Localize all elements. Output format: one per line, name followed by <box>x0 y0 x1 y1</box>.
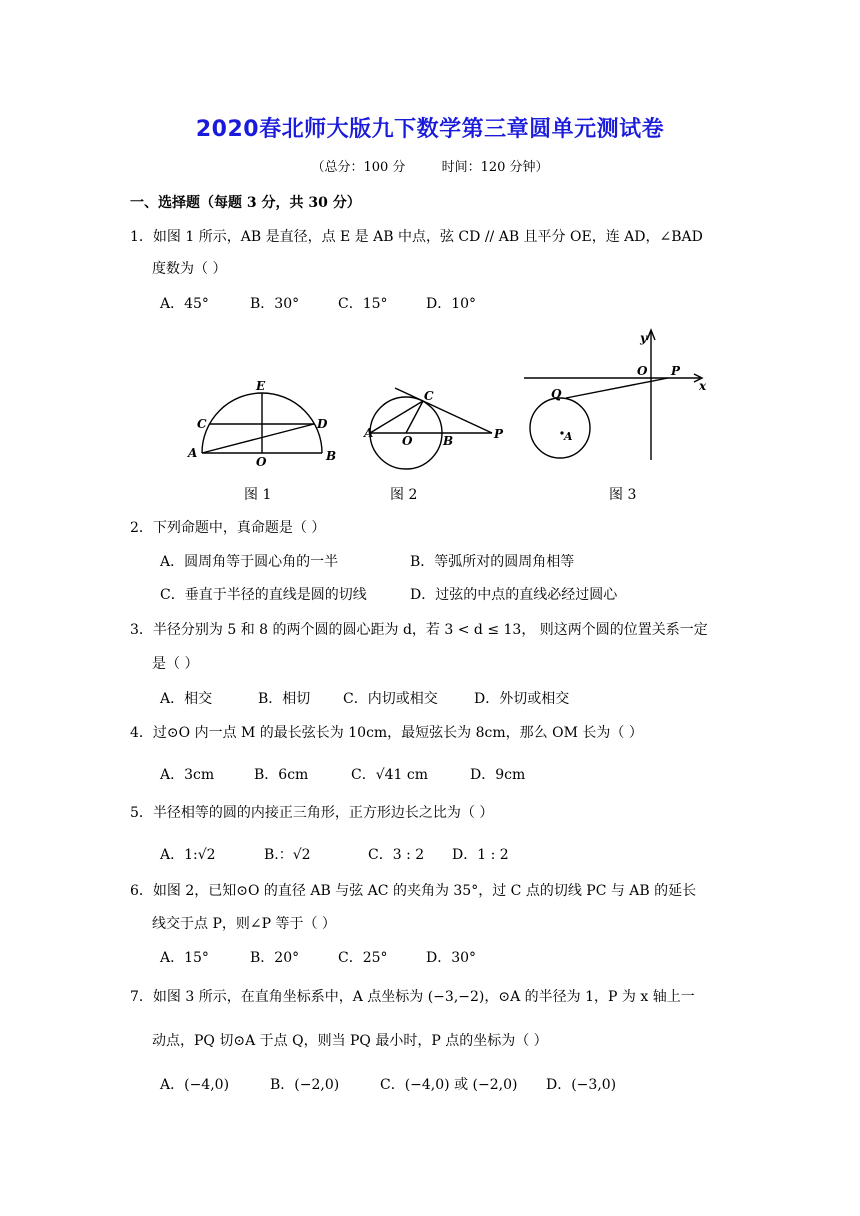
fig2-label-p: P <box>494 427 504 441</box>
q4-option-c: C．√41 cm <box>351 767 429 783</box>
q6-option-d: D．30° <box>426 950 477 966</box>
q7-stem: 7．如图 3 所示，在直角坐标系中，A 点坐标为 (−3,−2)，⊙A 的半径为 1，P 为 x 轴上一 <box>130 989 695 1005</box>
q3-option-a: A．相交 <box>160 691 213 707</box>
q6-option-a: A．15° <box>160 950 209 966</box>
q2-option-c: C．垂直于半径的直线是圆的切线 <box>160 587 367 603</box>
fig1-label-o: O <box>256 455 267 469</box>
q5-option-a: A．1:√2 <box>160 847 216 863</box>
fig1-segment-ad <box>202 424 314 453</box>
q1-option-c: C．15° <box>338 296 388 312</box>
fig3-tangent-pq <box>566 378 668 398</box>
figure-3-caption: 图 3 <box>609 487 637 503</box>
time-limit: 时间：120 分钟） <box>441 160 549 175</box>
q2-stem: 2．下列命题中，真命题是（ ） <box>130 520 326 536</box>
q3-option-b: B．相切 <box>258 691 311 707</box>
fig2-label-b: B <box>443 434 454 448</box>
fig2-label-a: A <box>364 426 374 440</box>
fig1-label-a: A <box>188 446 198 460</box>
q3-option-c: C．内切或相交 <box>343 691 438 707</box>
q5-option-d: D．1 : 2 <box>452 847 509 863</box>
fig3-label-a: A <box>564 430 573 443</box>
q7-option-a: A．(−4,0) <box>160 1077 230 1093</box>
q7-option-c: C．(−4,0) 或 (−2,0) <box>380 1077 518 1093</box>
q2-option-b: B．等弧所对的圆周角相等 <box>410 554 575 570</box>
q6-stem-cont: 线交于点 P，则∠P 等于（ ） <box>152 916 336 932</box>
q5-option-b: B.：√2 <box>264 847 311 863</box>
total-score: （总分：100 分 <box>311 160 406 175</box>
q1-stem-cont: 度数为（ ） <box>152 261 227 277</box>
fig2-label-c: C <box>424 389 434 403</box>
q6-stem: 6．如图 2，已知⊙O 的直径 AB 与弦 AC 的夹角为 35°，过 C 点的切线 PC 与 AB 的延长 <box>130 883 697 899</box>
q2-option-d: D．过弦的中点的直线必经过圆心 <box>410 587 618 603</box>
q1-option-b: B．30° <box>250 296 300 312</box>
q3-stem: 3．半径分别为 5 和 8 的两个圆的圆心距为 d，若 3 < d ≤ 13， 则这两个圆的位置关系一定 <box>130 622 708 638</box>
q7-option-b: B．(−2,0) <box>270 1077 340 1093</box>
fig1-label-d: D <box>317 417 328 431</box>
q4-option-a: A．3cm <box>160 767 215 783</box>
section-heading: 一、选择题（每题 3 分，共 30 分） <box>130 195 361 211</box>
q4-option-b: B．6cm <box>254 767 309 783</box>
q4-option-d: D．9cm <box>470 767 526 783</box>
q4-stem: 4．过⊙O 内一点 M 的最长弦长为 10cm，最短弦长为 8cm，那么 OM 长为（ ） <box>130 725 643 741</box>
q3-stem-cont: 是（ ） <box>152 656 199 672</box>
fig1-label-b: B <box>326 449 337 463</box>
fig3-label-y: y <box>640 331 647 345</box>
fig2-label-o: O <box>402 434 413 448</box>
q1-option-d: D．10° <box>426 296 477 312</box>
q7-option-d: D．(−3,0) <box>546 1077 617 1093</box>
fig3-label-q: Q <box>551 387 562 401</box>
page-title: 2020春北师大版九下数学第三章圆单元测试卷 <box>195 117 665 142</box>
q6-option-c: C．25° <box>338 950 388 966</box>
q7-stem-cont: 动点，PQ 切⊙A 于点 Q，则当 PQ 最小时，P 点的坐标为（ ） <box>152 1033 548 1049</box>
fig3-label-o: O <box>637 364 648 378</box>
q2-option-a: A．圆周角等于圆心角的一半 <box>160 554 339 570</box>
q5-stem: 5．半径相等的圆的内接正三角形，正方形边长之比为（ ） <box>130 805 494 821</box>
fig3-label-x: x <box>699 379 707 393</box>
fig3-circle-a <box>530 398 590 458</box>
figure-1-caption: 图 1 <box>244 487 272 503</box>
figure-2-caption: 图 2 <box>390 487 418 503</box>
figure-1 <box>202 393 322 453</box>
q3-option-d: D．外切或相交 <box>474 691 570 707</box>
q5-option-c: C．3 : 2 <box>368 847 425 863</box>
fig1-label-e: E <box>256 379 266 393</box>
q1-stem: 1．如图 1 所示，AB 是直径，点 E 是 AB 中点，弦 CD // AB 且平分 OE，连 AD，∠BAD <box>130 229 703 245</box>
q1-option-a: A．45° <box>160 296 209 312</box>
figures-row <box>0 320 860 480</box>
exam-meta <box>0 156 860 175</box>
fig3-label-p: P <box>671 364 681 378</box>
q6-option-b: B．20° <box>250 950 300 966</box>
fig1-label-c: C <box>197 417 207 431</box>
